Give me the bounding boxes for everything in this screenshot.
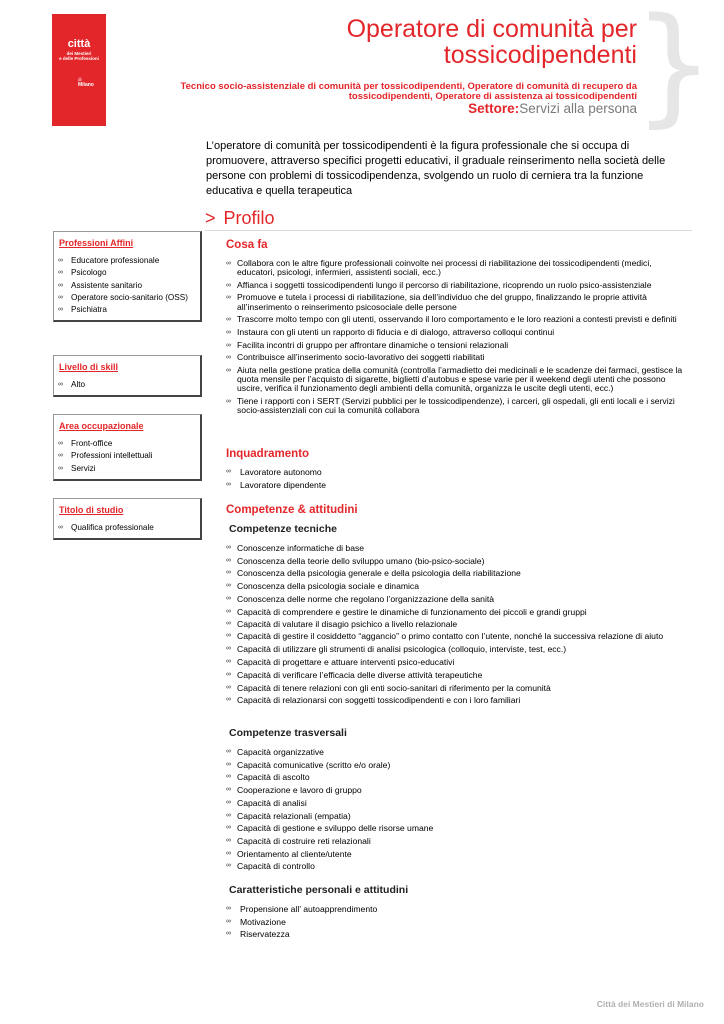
list-item: ∞ Capacità di gestire il cosiddetto “aggancio” o primo contatto con l’utente, nonché la successiva relazione di aiuto	[226, 631, 690, 644]
list-item: ∞ Operatore socio-sanitario (OSS)	[58, 292, 200, 304]
list-item: ∞ Capacità di ascolto	[226, 771, 690, 784]
list-item: ∞ Psichiatra	[58, 304, 200, 316]
list-item: ∞ Servizi	[58, 463, 200, 475]
sector-label: Settore:	[468, 101, 520, 116]
cosa-fa-list	[226, 259, 690, 419]
titolo-studio-box	[53, 498, 202, 540]
caratteristiche-heading: Caratteristiche personali e attitudini	[229, 884, 409, 896]
list-item: ∞ Conoscenza delle norme che regolano l’organizzazione della sanità	[226, 593, 690, 606]
area-occupazionale-title[interactable]: Area occupazionale	[59, 421, 144, 431]
list-item: ∞ Capacità di progettare e attuare interventi psico-educativi	[226, 656, 690, 669]
list-item: ∞ Capacità relazionali (empatia)	[226, 810, 690, 823]
profilo-heading	[205, 207, 692, 231]
competenze-tecniche-heading: Competenze tecniche	[229, 523, 337, 535]
list-item: ∞ Alto	[58, 379, 200, 391]
list-item: ∞ Capacità di gestione e sviluppo delle risorse umane	[226, 822, 690, 835]
professioni-affini-box	[53, 231, 202, 322]
titolo-studio-title[interactable]: Titolo di studio	[59, 505, 124, 515]
logo-line-2a: dei Mestieri	[66, 51, 92, 56]
list-item: ∞ Cooperazione e lavoro di gruppo	[226, 784, 690, 797]
intro-paragraph: L’operatore di comunità per tossicodipendenti è la figura professionale che si occupa di promuovere, attraverso specifici progetti educativi, il graduale reinserimento nella società delle persone con problemi di tossicodipendenza, svolgendo un ruolo di cerniera tra la funzione educativa e quella terapeutica	[206, 140, 666, 197]
chevron-right-icon: >	[205, 208, 216, 228]
competenze-trasversali-list	[226, 746, 690, 873]
livello-skill-box	[53, 355, 202, 397]
list-item: ∞ Instaura con gli utenti un rapporto di fiducia e di dialogo, attraverso colloqui continui	[226, 328, 690, 337]
footer: Città dei Mestieri di Milano	[596, 999, 704, 1009]
list-item: ∞ Affianca i soggetti tossicodipendenti lungo il percorso di riabilitazione, ricoprendo un ruolo psico-assistenziale	[226, 281, 690, 290]
list-item: ∞ Lavoratore autonomo	[226, 466, 690, 479]
list-item: ∞ Conoscenza della psicologia generale e della psicologia della riabilitazione	[226, 567, 690, 580]
area-occupazionale-box	[53, 414, 202, 481]
list-item: ∞ Qualifica professionale	[58, 522, 200, 534]
competenze-trasversali-heading: Competenze trasversali	[229, 727, 347, 739]
competenze-tecniche-list	[226, 542, 690, 707]
list-item: ∞ Tiene i rapporti con i SERT (Servizi pubblici per le tossicodipendenze), i carceri, gli ospedali, gli enti locali e i servizi socio-assistenziali con cui la comunità collabora	[226, 397, 690, 416]
list-item: ∞ Psicologo	[58, 267, 200, 279]
list-item: ∞ Trascorre molto tempo con gli utenti, osservando il loro comportamento e le loro reazioni a contesti previsti e definiti	[226, 315, 690, 324]
logo	[52, 14, 106, 126]
titolo-studio-list	[54, 522, 200, 534]
inquadramento-heading: Inquadramento	[226, 448, 310, 460]
list-item: ∞ Educatore professionale	[58, 255, 200, 267]
list-item: ∞ Promuove e tutela i processi di riabilitazione, sia dell’individuo che del gruppo, finalizzando le proprie attività all’inserimento o reinserimento psicosociale delle persone	[226, 293, 690, 312]
list-item: ∞ Lavoratore dipendente	[226, 479, 690, 492]
list-item: ∞ Capacità di controllo	[226, 860, 690, 873]
list-item: ∞ Front-office	[58, 438, 200, 450]
competenze-heading: Competenze & attitudini	[226, 504, 358, 516]
area-occupazionale-list	[54, 438, 200, 475]
list-item: ∞ Assistente sanitario	[58, 280, 200, 292]
professioni-affini-list	[54, 255, 200, 316]
list-item: ∞ Facilita incontri di gruppo per affrontare dinamiche o tensioni relazionali	[226, 341, 690, 350]
logo-line-2b: e delle Professioni	[59, 56, 99, 61]
profilo-title: Profilo	[223, 208, 275, 228]
livello-skill-list	[54, 379, 200, 391]
list-item: ∞ Capacità di costruire reti relazionali	[226, 835, 690, 848]
list-item: ∞ Capacità di utilizzare gli strumenti di analisi psicologica (colloquio, interviste, test, ecc.)	[226, 643, 690, 656]
cosa-fa-heading: Cosa fa	[226, 239, 268, 251]
list-item: ∞ Capacità di valutare il disagio psichico a livello relazionale	[226, 618, 690, 631]
list-item: ∞ Capacità di comprendere e gestire le dinamiche di funzionamento dei piccoli e grandi gruppi	[226, 606, 690, 619]
list-item: ∞ Capacità comunicative (scritto e/o orale)	[226, 759, 690, 772]
list-item: ∞ Aiuta nella gestione pratica della comunità (controlla l’armadietto dei medicinali e le scadenze dei farmaci, gestisce la quota mensile per l’acquisto di sigarette, biglietti d’autobus e spese varie per il weekend degli utenti che possono uscire, verifica il funzionamento degli ambienti della comunità, organizza le uscite degli utenti, ecc.)	[226, 366, 690, 394]
list-item: ∞ Professioni intellettuali	[58, 450, 200, 462]
list-item: ∞ Riservatezza	[226, 928, 690, 941]
list-item: ∞ Capacità di analisi	[226, 797, 690, 810]
brace-decoration: }	[633, 0, 715, 140]
page-title: Operatore di comunità per tossicodipendenti	[346, 15, 637, 69]
list-item: ∞ Conoscenza della psicologia sociale e dinamica	[226, 580, 690, 593]
list-item: ∞ Capacità di relazionarsi con soggetti tossicodipendenti e con i loro familiari	[226, 694, 690, 707]
list-item: ∞ Capacità organizzative	[226, 746, 690, 759]
sector-value: Servizi alla persona	[519, 101, 637, 116]
logo-line-di: di	[78, 77, 82, 82]
logo-line-city: Milano	[78, 82, 94, 88]
list-item: ∞ Orientamento al cliente/utente	[226, 848, 690, 861]
inquadramento-list	[226, 466, 690, 491]
caratteristiche-list	[226, 903, 690, 941]
list-item: ∞ Contribuisce all’inserimento socio-lavorativo dei soggetti riabilitati	[226, 353, 690, 362]
professioni-affini-title[interactable]: Professioni Affini	[59, 238, 134, 248]
list-item: ∞ Conoscenza della teorie dello sviluppo umano (bio-psico-sociale)	[226, 555, 690, 568]
livello-skill-title[interactable]: Livello di skill	[59, 362, 119, 372]
sector	[337, 101, 637, 117]
logo-line-2	[52, 51, 106, 61]
list-item: ∞ Capacità di tenere relazioni con gli enti socio-sanitari di riferimento per la comunità	[226, 682, 690, 695]
page-subtitle: Tecnico socio-assistenziale di comunità per tossicodipendenti, Operatore di comunità di recupero da tossicodipendenti, Operatore di assistenza ai tossicodipendenti	[180, 81, 637, 102]
list-item: ∞ Capacità di verificare l’efficacia delle diverse attività terapeutiche	[226, 669, 690, 682]
list-item: ∞ Propensione all’ autoapprendimento	[226, 903, 690, 916]
logo-line-1: città	[67, 38, 91, 50]
list-item: ∞ Motivazione	[226, 916, 690, 929]
list-item: ∞ Collabora con le altre figure professionali coinvolte nei processi di riabilitazione dei tossicodipendenti (medici, educatori, psicologi, infermieri, assistenti sociali, ecc.)	[226, 259, 690, 278]
list-item: ∞ Conoscenze informatiche di base	[226, 542, 690, 555]
